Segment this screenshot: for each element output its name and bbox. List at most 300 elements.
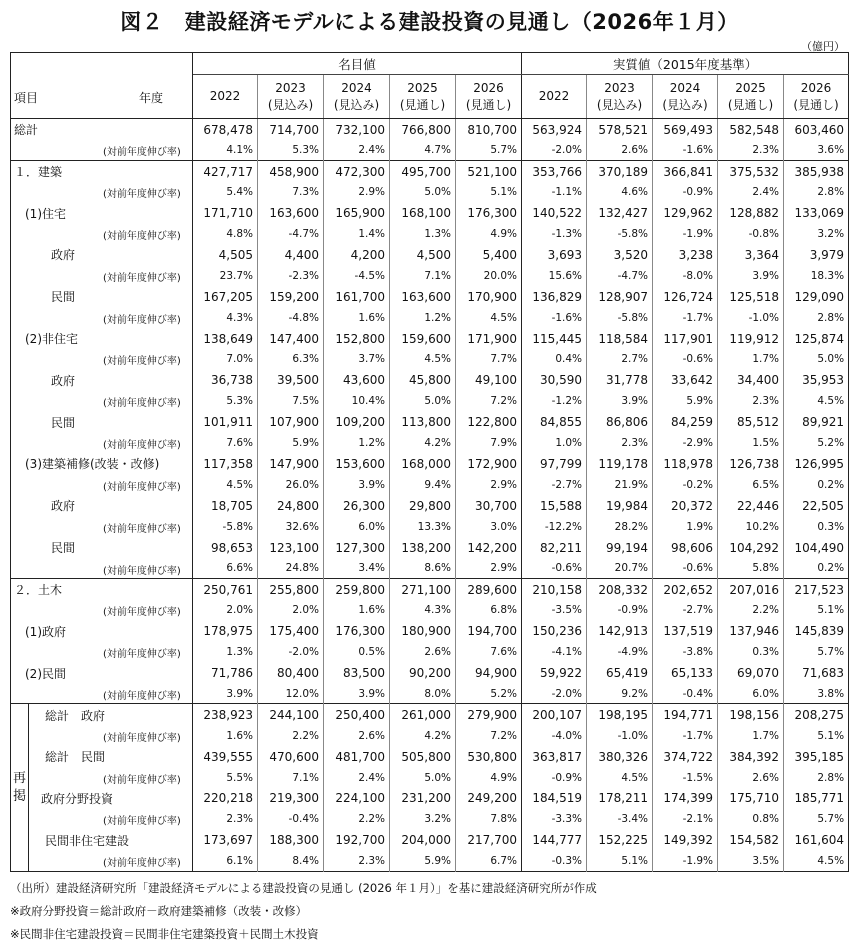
nominal-value: 98,653	[193, 537, 258, 559]
nominal-growth-value: -4.5%	[324, 266, 390, 286]
real-value: 126,724	[653, 286, 718, 308]
nominal-growth-value: 7.3%	[258, 182, 324, 202]
real-growth-value: 10.2%	[718, 517, 784, 537]
year-value: 2022	[209, 89, 241, 103]
real-value: 208,275	[784, 704, 849, 726]
real-value: 137,519	[653, 620, 718, 642]
real-value: 178,211	[587, 788, 653, 810]
year-value: 2026	[800, 80, 832, 95]
nominal-growth-value: 4.5%	[456, 308, 522, 328]
nominal-value: 231,200	[390, 788, 456, 810]
nominal-value: 122,800	[456, 411, 522, 433]
nominal-growth-value: 5.7%	[456, 140, 522, 160]
nominal-value: 49,100	[456, 369, 522, 391]
nominal-growth-value: 3.9%	[324, 475, 390, 495]
year-value: 2026	[473, 80, 504, 95]
real-value: 119,912	[718, 328, 784, 350]
nominal-growth-value: 6.8%	[456, 600, 522, 620]
construction-investment-table	[10, 52, 849, 872]
real-value: 136,829	[522, 286, 587, 308]
row-label: 民間	[11, 286, 193, 308]
nominal-growth-value: 23.7%	[193, 266, 258, 286]
growth-label-cell	[11, 224, 193, 244]
row-label: 民間非住宅建設	[29, 829, 193, 851]
growth-label-cell	[29, 726, 193, 746]
nominal-year-header	[258, 75, 324, 119]
footnote-government: ※政府分野投資＝総計政府－政府建築補修（改装・改修）	[10, 904, 308, 918]
nominal-value: 4,400	[258, 244, 324, 266]
real-value: 84,259	[653, 411, 718, 433]
nominal-value: 172,900	[456, 453, 522, 475]
nominal-growth-value: 2.2%	[258, 726, 324, 746]
real-growth-value: 5.1%	[587, 851, 653, 871]
nominal-growth-value: 13.3%	[390, 517, 456, 537]
growth-label: (対前年度伸び率)	[103, 189, 181, 201]
real-growth-value: -5.8%	[587, 224, 653, 244]
nominal-growth-value: 7.0%	[193, 349, 258, 369]
real-value: 375,532	[718, 160, 784, 182]
nominal-value: 171,900	[456, 328, 522, 350]
nominal-value: 36,738	[193, 369, 258, 391]
nominal-value: 107,900	[258, 411, 324, 433]
nominal-growth-value: 1.3%	[390, 224, 456, 244]
growth-row	[11, 726, 849, 746]
nominal-value: 678,478	[193, 119, 258, 141]
nominal-value: 495,700	[390, 160, 456, 182]
nominal-value: 168,000	[390, 453, 456, 475]
nominal-value: 163,600	[258, 202, 324, 224]
nominal-growth-value: 2.0%	[193, 600, 258, 620]
nominal-value: 472,300	[324, 160, 390, 182]
row-label: 総計	[11, 119, 193, 141]
real-growth-value: 2.8%	[817, 771, 845, 784]
nominal-value: 217,700	[456, 829, 522, 851]
growth-row	[11, 809, 849, 829]
real-value: 150,236	[522, 620, 587, 642]
year-note: (見込み)	[333, 97, 380, 112]
nominal-value: 165,900	[324, 202, 390, 224]
growth-label: (対前年度伸び率)	[103, 440, 181, 452]
real-growth-value: 1.7%	[718, 726, 784, 746]
nominal-growth-value: 2.6%	[390, 642, 456, 662]
nominal-value: 271,100	[390, 578, 456, 600]
real-growth-value: 1.0%	[522, 433, 587, 453]
nominal-growth-value: 5.9%	[390, 851, 456, 871]
nominal-growth-value: 3.9%	[193, 684, 258, 704]
real-value: 145,839	[794, 624, 845, 639]
nominal-growth-value: 2.0%	[258, 600, 324, 620]
nominal-value: 244,100	[258, 704, 324, 726]
nominal-growth-value: 5.0%	[390, 768, 456, 788]
year-value: 2025	[735, 80, 766, 95]
real-value: 385,938	[784, 160, 849, 182]
nominal-value: 188,300	[258, 829, 324, 851]
real-growth-value: 3.9%	[718, 266, 784, 286]
real-value: 149,392	[653, 829, 718, 851]
nominal-value: 255,800	[258, 578, 324, 600]
nominal-value: 152,800	[324, 328, 390, 350]
growth-row	[11, 475, 849, 495]
real-value: 129,090	[794, 289, 845, 304]
nominal-value: 204,000	[390, 829, 456, 851]
real-value: 184,519	[522, 788, 587, 810]
nominal-header: 名目値	[193, 53, 522, 75]
real-growth-value: -0.6%	[653, 349, 718, 369]
real-growth-value: -0.6%	[522, 559, 587, 579]
growth-label-cell	[29, 809, 193, 829]
growth-label-cell	[11, 600, 193, 620]
nominal-value: 43,600	[324, 369, 390, 391]
real-value: 380,326	[587, 746, 653, 768]
real-value: 140,522	[522, 202, 587, 224]
growth-label: (対前年度伸び率)	[103, 774, 181, 786]
nominal-year-header	[456, 75, 522, 119]
real-value: 99,194	[587, 537, 653, 559]
year-note: (見込み)	[662, 97, 708, 112]
real-growth-value: 3.9%	[587, 391, 653, 411]
nominal-value: 153,600	[324, 453, 390, 475]
real-growth-value: -3.3%	[522, 809, 587, 829]
nominal-growth-value: 6.6%	[193, 559, 258, 579]
real-growth-value: -0.6%	[653, 559, 718, 579]
nominal-growth-value: 4.9%	[456, 224, 522, 244]
nominal-growth-value: 7.1%	[390, 266, 456, 286]
growth-label: (対前年度伸び率)	[103, 816, 181, 828]
nominal-value: 80,400	[258, 662, 324, 684]
nominal-growth-value: 20.0%	[456, 266, 522, 286]
nominal-value: 176,300	[456, 202, 522, 224]
growth-label-cell	[11, 642, 193, 662]
row-label: 民間	[11, 537, 193, 559]
real-value: 144,777	[522, 829, 587, 851]
real-growth-value: -0.8%	[718, 224, 784, 244]
nominal-growth-value: 7.6%	[193, 433, 258, 453]
nominal-growth-value: 12.0%	[258, 684, 324, 704]
growth-row	[11, 851, 849, 871]
year-value: 2025	[407, 80, 438, 95]
nominal-growth-value: 1.6%	[324, 600, 390, 620]
real-value: 603,460	[784, 119, 849, 141]
real-growth-value: 3.2%	[817, 227, 845, 240]
nominal-value: 192,700	[324, 829, 390, 851]
real-growth-value: 2.3%	[718, 391, 784, 411]
growth-label: (対前年度伸び率)	[103, 481, 181, 493]
real-growth-value: 4.5%	[817, 855, 845, 868]
row-label: 総計 民間	[29, 746, 193, 768]
row-label: 政府分野投資	[29, 788, 193, 810]
real-value: 3,364	[718, 244, 784, 266]
nominal-growth-value: 3.9%	[324, 684, 390, 704]
year-note: (見通し)	[399, 97, 446, 112]
real-value: 217,523	[784, 578, 849, 600]
nominal-value: 117,358	[193, 453, 258, 475]
nominal-growth-value: 7.1%	[258, 768, 324, 788]
real-growth-value: 5.9%	[653, 391, 718, 411]
real-value: 569,493	[653, 119, 718, 141]
nominal-value: 810,700	[456, 119, 522, 141]
row-label: 政府	[11, 244, 193, 266]
real-value: 85,512	[718, 411, 784, 433]
real-value: 30,590	[522, 369, 587, 391]
real-year-header	[522, 75, 587, 119]
growth-row	[11, 391, 849, 411]
growth-label: (対前年度伸び率)	[103, 649, 181, 661]
real-growth-value: 5.8%	[718, 559, 784, 579]
real-growth-value: -1.7%	[653, 308, 718, 328]
real-growth-value: 5.2%	[817, 437, 845, 450]
nominal-value: 175,400	[258, 620, 324, 642]
real-value: 384,392	[718, 746, 784, 768]
nominal-growth-value: -5.8%	[193, 517, 258, 537]
nominal-value: 147,900	[258, 453, 324, 475]
real-year-header	[587, 75, 653, 119]
nominal-value: 30,700	[456, 495, 522, 517]
growth-label-cell	[29, 851, 193, 871]
real-growth-value: 2.6%	[587, 140, 653, 160]
real-growth-value: 18.3%	[810, 269, 845, 282]
nominal-growth-value: 3.7%	[324, 349, 390, 369]
real-value: 86,806	[587, 411, 653, 433]
nominal-growth-value: 2.3%	[193, 809, 258, 829]
nominal-growth-value: 3.0%	[456, 517, 522, 537]
nominal-value: 159,200	[258, 286, 324, 308]
nominal-growth-value: 2.3%	[324, 851, 390, 871]
nominal-value: 83,500	[324, 662, 390, 684]
nominal-value: 45,800	[390, 369, 456, 391]
nominal-growth-value: 6.1%	[193, 851, 258, 871]
real-growth-value: 0.4%	[522, 349, 587, 369]
real-growth-value: -1.3%	[522, 224, 587, 244]
real-growth-value: -1.7%	[653, 726, 718, 746]
real-value: 128,882	[718, 202, 784, 224]
growth-label: (対前年度伸び率)	[103, 565, 181, 577]
real-value: 125,874	[794, 331, 845, 346]
table-row	[11, 411, 849, 433]
nominal-value: 161,700	[324, 286, 390, 308]
nominal-value: 481,700	[324, 746, 390, 768]
nominal-growth-value: 7.8%	[456, 809, 522, 829]
real-growth-value: 0.3%	[718, 642, 784, 662]
nominal-growth-value: 8.4%	[258, 851, 324, 871]
nominal-growth-value: 5.3%	[258, 140, 324, 160]
nominal-growth-value: 6.3%	[258, 349, 324, 369]
nominal-value: 470,600	[258, 746, 324, 768]
table-row	[11, 160, 849, 182]
real-value: 104,490	[794, 540, 845, 555]
real-growth-value: -1.0%	[718, 308, 784, 328]
real-growth-value: -5.8%	[587, 308, 653, 328]
header-blank	[11, 53, 193, 75]
real-value: 207,016	[718, 578, 784, 600]
year-note: (見込み)	[267, 97, 314, 112]
nominal-value: 170,900	[456, 286, 522, 308]
real-growth-value: 2.3%	[587, 433, 653, 453]
nominal-value: 39,500	[258, 369, 324, 391]
real-value: 578,521	[587, 119, 653, 141]
unit-label: （億円）	[801, 40, 845, 53]
real-growth-value: -2.0%	[522, 684, 587, 704]
real-value: 152,225	[587, 829, 653, 851]
real-growth-value: 6.0%	[718, 684, 784, 704]
growth-label: (対前年度伸び率)	[103, 607, 181, 619]
year-value: 2022	[538, 89, 570, 103]
nominal-value: 18,705	[193, 495, 258, 517]
real-growth-value: 2.3%	[718, 140, 784, 160]
nominal-value: 4,200	[324, 244, 390, 266]
nominal-growth-value: 8.6%	[390, 559, 456, 579]
growth-label: (対前年度伸び率)	[103, 690, 181, 702]
table-row	[11, 662, 849, 684]
real-value: 97,799	[522, 453, 587, 475]
real-value: 198,156	[718, 704, 784, 726]
nominal-value: 101,911	[193, 411, 258, 433]
nominal-growth-value: 8.0%	[390, 684, 456, 704]
row-label: 民間	[11, 411, 193, 433]
nominal-value: 458,900	[258, 160, 324, 182]
real-growth-value: 1.7%	[718, 349, 784, 369]
growth-label: (対前年度伸び率)	[103, 147, 181, 159]
nominal-value: 71,786	[193, 662, 258, 684]
real-value: 353,766	[522, 160, 587, 182]
nominal-growth-value: 32.6%	[258, 517, 324, 537]
nominal-value: 289,600	[456, 578, 522, 600]
real-growth-value: 5.0%	[817, 353, 845, 366]
real-value: 22,446	[718, 495, 784, 517]
real-value: 84,855	[522, 411, 587, 433]
nominal-growth-value: 4.9%	[456, 768, 522, 788]
real-value: 366,841	[653, 160, 718, 182]
nominal-growth-value: 6.0%	[324, 517, 390, 537]
real-growth-value: -8.0%	[653, 266, 718, 286]
real-value: 133,069	[794, 206, 845, 221]
nominal-growth-value: -2.0%	[258, 642, 324, 662]
nominal-value: 220,218	[193, 788, 258, 810]
real-growth-value: -2.0%	[522, 140, 587, 160]
nominal-value: 127,300	[324, 537, 390, 559]
real-value: 82,211	[522, 537, 587, 559]
real-growth-value: 2.4%	[718, 182, 784, 202]
nominal-growth-value: 1.6%	[324, 308, 390, 328]
nominal-value: 766,800	[390, 119, 456, 141]
table-row	[11, 453, 849, 475]
nominal-value: 180,900	[390, 620, 456, 642]
real-value: 118,978	[653, 453, 718, 475]
real-value: 125,518	[718, 286, 784, 308]
growth-row	[11, 433, 849, 453]
real-growth-value: 0.2%	[817, 562, 845, 575]
nominal-growth-value: 5.2%	[456, 684, 522, 704]
real-growth-value: -1.6%	[522, 308, 587, 328]
real-growth-value: 15.6%	[522, 266, 587, 286]
real-growth-value: 28.2%	[587, 517, 653, 537]
real-value: 22,505	[802, 498, 845, 513]
nominal-value: 505,800	[390, 746, 456, 768]
nominal-growth-value: 4.7%	[390, 140, 456, 160]
nominal-value: 138,649	[193, 328, 258, 350]
nominal-growth-value: 3.4%	[324, 559, 390, 579]
source-note: （出所）建設経済研究所「建設経済モデルによる建設投資の見通し (2026 年１月）」を基に建設経済研究所が作成	[10, 881, 597, 895]
real-value: 185,771	[794, 791, 845, 806]
year-value: 2023	[604, 80, 635, 95]
nominal-growth-value: 7.2%	[456, 726, 522, 746]
real-value: 202,652	[653, 578, 718, 600]
growth-label-cell	[11, 684, 193, 704]
real-growth-value: 20.7%	[587, 559, 653, 579]
real-growth-value: -2.7%	[653, 600, 718, 620]
nominal-growth-value: 2.9%	[456, 475, 522, 495]
growth-label: (対前年度伸び率)	[103, 314, 181, 326]
growth-row	[11, 308, 849, 328]
nominal-value: 163,600	[390, 286, 456, 308]
row-label: 政府	[11, 495, 193, 517]
growth-label: (対前年度伸び率)	[103, 272, 181, 284]
real-growth-value: 6.5%	[718, 475, 784, 495]
nominal-growth-value: 1.4%	[324, 224, 390, 244]
nominal-growth-value: 9.4%	[390, 475, 456, 495]
year-note: (見通し)	[465, 97, 512, 112]
year-value: 2024	[669, 80, 701, 95]
real-growth-value: 9.2%	[587, 684, 653, 704]
growth-row	[11, 642, 849, 662]
real-value: 128,907	[587, 286, 653, 308]
growth-row	[11, 768, 849, 788]
nominal-growth-value: 3.2%	[390, 809, 456, 829]
real-growth-value: -2.7%	[522, 475, 587, 495]
nominal-growth-value: 5.4%	[193, 182, 258, 202]
nominal-growth-value: 5.5%	[193, 768, 258, 788]
real-value: 117,901	[653, 328, 718, 350]
nominal-value: 26,300	[324, 495, 390, 517]
nominal-value: 261,000	[390, 704, 456, 726]
growth-label-cell	[11, 475, 193, 495]
real-value: 118,584	[587, 328, 653, 350]
nominal-value: 113,800	[390, 411, 456, 433]
real-year-header	[653, 75, 718, 119]
nominal-value: 238,923	[193, 704, 258, 726]
real-growth-value: 4.6%	[587, 182, 653, 202]
real-growth-value: -4.1%	[522, 642, 587, 662]
real-growth-value: 2.2%	[718, 600, 784, 620]
table-row	[11, 704, 849, 726]
nominal-growth-value: 1.2%	[324, 433, 390, 453]
real-value: 395,185	[794, 749, 845, 764]
real-value: 174,399	[653, 788, 718, 810]
real-value: 582,548	[718, 119, 784, 141]
nominal-year-header	[324, 75, 390, 119]
real-growth-value: 2.7%	[587, 349, 653, 369]
nominal-value: 250,400	[324, 704, 390, 726]
real-growth-value: 0.2%	[817, 478, 845, 491]
real-growth-value: 3.5%	[718, 851, 784, 871]
row-label: (3)建築補修(改装・改修)	[11, 453, 193, 475]
growth-label: (対前年度伸び率)	[103, 858, 181, 870]
nominal-growth-value: 4.5%	[390, 349, 456, 369]
nominal-growth-value: -2.3%	[258, 266, 324, 286]
nominal-year-header	[390, 75, 456, 119]
real-value: 35,953	[802, 373, 845, 388]
year-note: (見通し)	[793, 97, 839, 112]
nominal-value: 279,900	[456, 704, 522, 726]
row-label: 政府	[11, 369, 193, 391]
nominal-value: 142,200	[456, 537, 522, 559]
nominal-value: 159,600	[390, 328, 456, 350]
nominal-value: 732,100	[324, 119, 390, 141]
real-value: 71,683	[802, 666, 845, 681]
growth-row	[11, 140, 849, 160]
real-growth-value: 4.5%	[587, 768, 653, 788]
real-value: 200,107	[522, 704, 587, 726]
growth-row	[11, 517, 849, 537]
